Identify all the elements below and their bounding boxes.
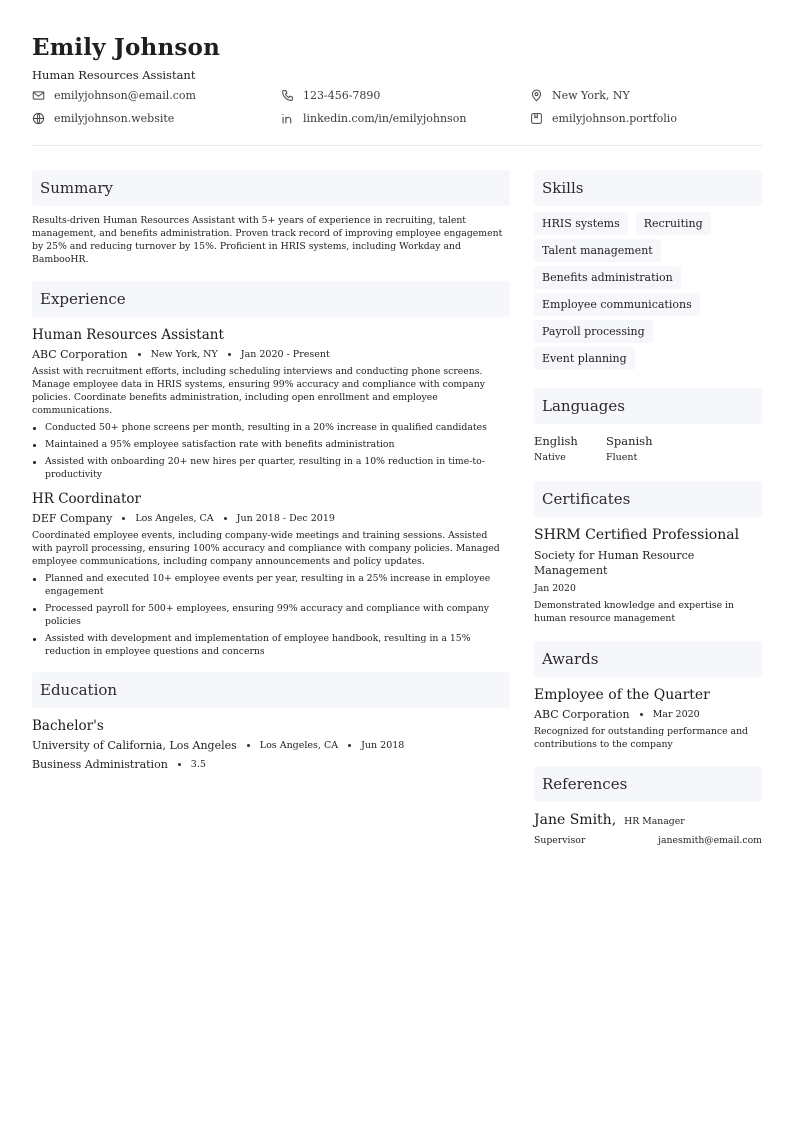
award-name: Employee of the Quarter [534,687,710,703]
contact-grid [32,88,762,126]
separator-dot [122,517,125,520]
achievement-list [32,421,510,481]
school-location: Los Angeles, CA [259,739,339,751]
achievement-list [32,572,510,658]
certificate-description: Demonstrated knowledge and expertise in human resource management [534,600,734,624]
certificate-name: SHRM Certified Professional [534,527,740,543]
reference-position: HR Manager [624,816,685,827]
job-dates: Jun 2018 - Dec 2019 [236,512,335,524]
languages-heading: Languages [534,388,762,424]
skills-list [534,212,762,374]
phone-icon [281,89,294,102]
experience-entry [32,326,510,481]
portfolio-text: emilyjohnson.portfolio [552,112,677,125]
side-column [534,170,762,846]
separator-dot [138,353,141,356]
separator-dot [247,744,250,747]
certificate-entry [534,526,762,625]
school-name: University of California, Los Angeles [32,738,237,752]
job-title: Human Resources Assistant [32,327,224,343]
education-meta [32,738,510,752]
award-issuer: ABC Corporation [534,707,630,721]
achievement-item: Planned and executed 10+ employee events per year, resulting in a 25% increase in employee engagement [32,572,510,598]
experience-entry [32,490,510,658]
reference-entry [534,811,762,846]
education-heading: Education [32,672,510,708]
mail-icon [32,89,45,102]
skill-tag: Talent management [534,239,661,262]
field-of-study: Business Administration [32,757,168,771]
language-name: English [534,434,578,448]
email-text: emilyjohnson@email.com [54,89,196,102]
language-level: Fluent [606,452,638,463]
references-heading: References [534,766,762,802]
skill-tag: Employee communications [534,293,700,316]
achievement-item: Conducted 50+ phone screens per month, resulting in a 20% increase in qualified candidates [32,421,510,434]
reference-name-row [534,811,762,829]
separator-dot [178,763,181,766]
skill-tag: HRIS systems [534,212,628,235]
contact-location [530,88,762,103]
reference-name: Jane Smith, [534,812,617,828]
skill-tag: Event planning [534,347,635,370]
job-description: Assist with recruitment efforts, including scheduling interviews and conducting phone screens. Manage employee data in HRIS systems, ensuring 99% accuracy and compliance with company policies. Coordinate benefits administration, including open enrollment and employee communications. [32,366,485,416]
resume-header [32,32,762,126]
company-name: ABC Corporation [32,347,128,361]
candidate-name: Emily Johnson [32,34,220,61]
contact-email[interactable] [32,88,281,103]
experience-heading: Experience [32,281,510,317]
graduation-date: Jun 2018 [361,739,405,751]
languages-list [534,434,762,463]
skill-tag: Recruiting [636,212,711,235]
company-name: DEF Company [32,511,113,525]
job-meta [32,347,510,361]
skill-tag: Payroll processing [534,320,653,343]
education-field-meta [32,757,510,771]
language-level: Native [534,452,566,463]
language-item [606,434,678,463]
phone-text: 123-456-7890 [303,89,381,102]
header-divider [32,145,762,146]
reference-email[interactable]: janesmith@email.com [658,835,762,846]
separator-dot [348,744,351,747]
globe-icon [32,112,45,125]
summary-text: Results-driven Human Resources Assistant with 5+ years of experience in recruiting, talent management, and benefits administration. Proven track record of improving employee engagement by 25% and reducing turnover by 15%. Proficient in HRIS systems, including Workday and BambooHR. [32,215,503,265]
portfolio-icon [530,112,543,125]
contact-website[interactable] [32,111,281,126]
separator-dot [640,713,643,716]
achievement-item: Processed payroll for 500+ employees, ensuring 99% accuracy and compliance with company policies [32,602,510,628]
separator-dot [224,517,227,520]
job-dates: Jan 2020 - Present [240,348,330,360]
linkedin-text: linkedin.com/in/emilyjohnson [303,112,467,125]
award-meta [534,707,762,721]
gpa: 3.5 [190,758,206,770]
location-text: New York, NY [552,89,630,102]
language-item [534,434,606,463]
achievement-item: Assisted with development and implementation of employee handbook, resulting in a 15% reduction in employee questions and concerns [32,632,510,658]
achievement-item: Maintained a 95% employee satisfaction rate with benefits administration [32,438,510,451]
certificate-issuer: Society for Human Resource Management [534,549,695,577]
reference-relation: Supervisor [534,835,586,846]
contact-portfolio[interactable] [530,111,762,126]
separator-dot [228,353,231,356]
reference-details-row [534,835,762,846]
summary-heading: Summary [32,170,510,206]
candidate-title: Human Resources Assistant [32,68,196,82]
job-location: New York, NY [150,348,218,360]
awards-heading: Awards [534,641,762,677]
contact-phone[interactable] [281,88,530,103]
award-date: Mar 2020 [652,708,700,720]
degree: Bachelor's [32,718,104,734]
contact-linkedin[interactable] [281,111,530,126]
award-entry [534,686,762,751]
main-column [32,170,510,771]
skills-heading: Skills [534,170,762,206]
job-title: HR Coordinator [32,491,141,507]
language-name: Spanish [606,434,653,448]
certificate-date: Jan 2020 [534,583,576,594]
job-description: Coordinated employee events, including company-wide meetings and training sessions. Assisted with payroll processing, ensuring 100% accuracy and compliance with company policies. Managed employee communications, including company announcements and policy updates. [32,530,500,567]
map-pin-icon [530,89,543,102]
website-text: emilyjohnson.website [54,112,175,125]
achievement-item: Assisted with onboarding 20+ new hires per quarter, resulting in a 10% reduction in time-to-productivity [32,455,510,481]
award-description: Recognized for outstanding performance and contributions to the company [534,726,749,750]
linkedin-icon [281,112,294,125]
education-entry [32,717,510,771]
job-meta [32,511,510,525]
skill-tag: Benefits administration [534,266,681,289]
job-location: Los Angeles, CA [135,512,214,524]
certificates-heading: Certificates [534,481,762,517]
